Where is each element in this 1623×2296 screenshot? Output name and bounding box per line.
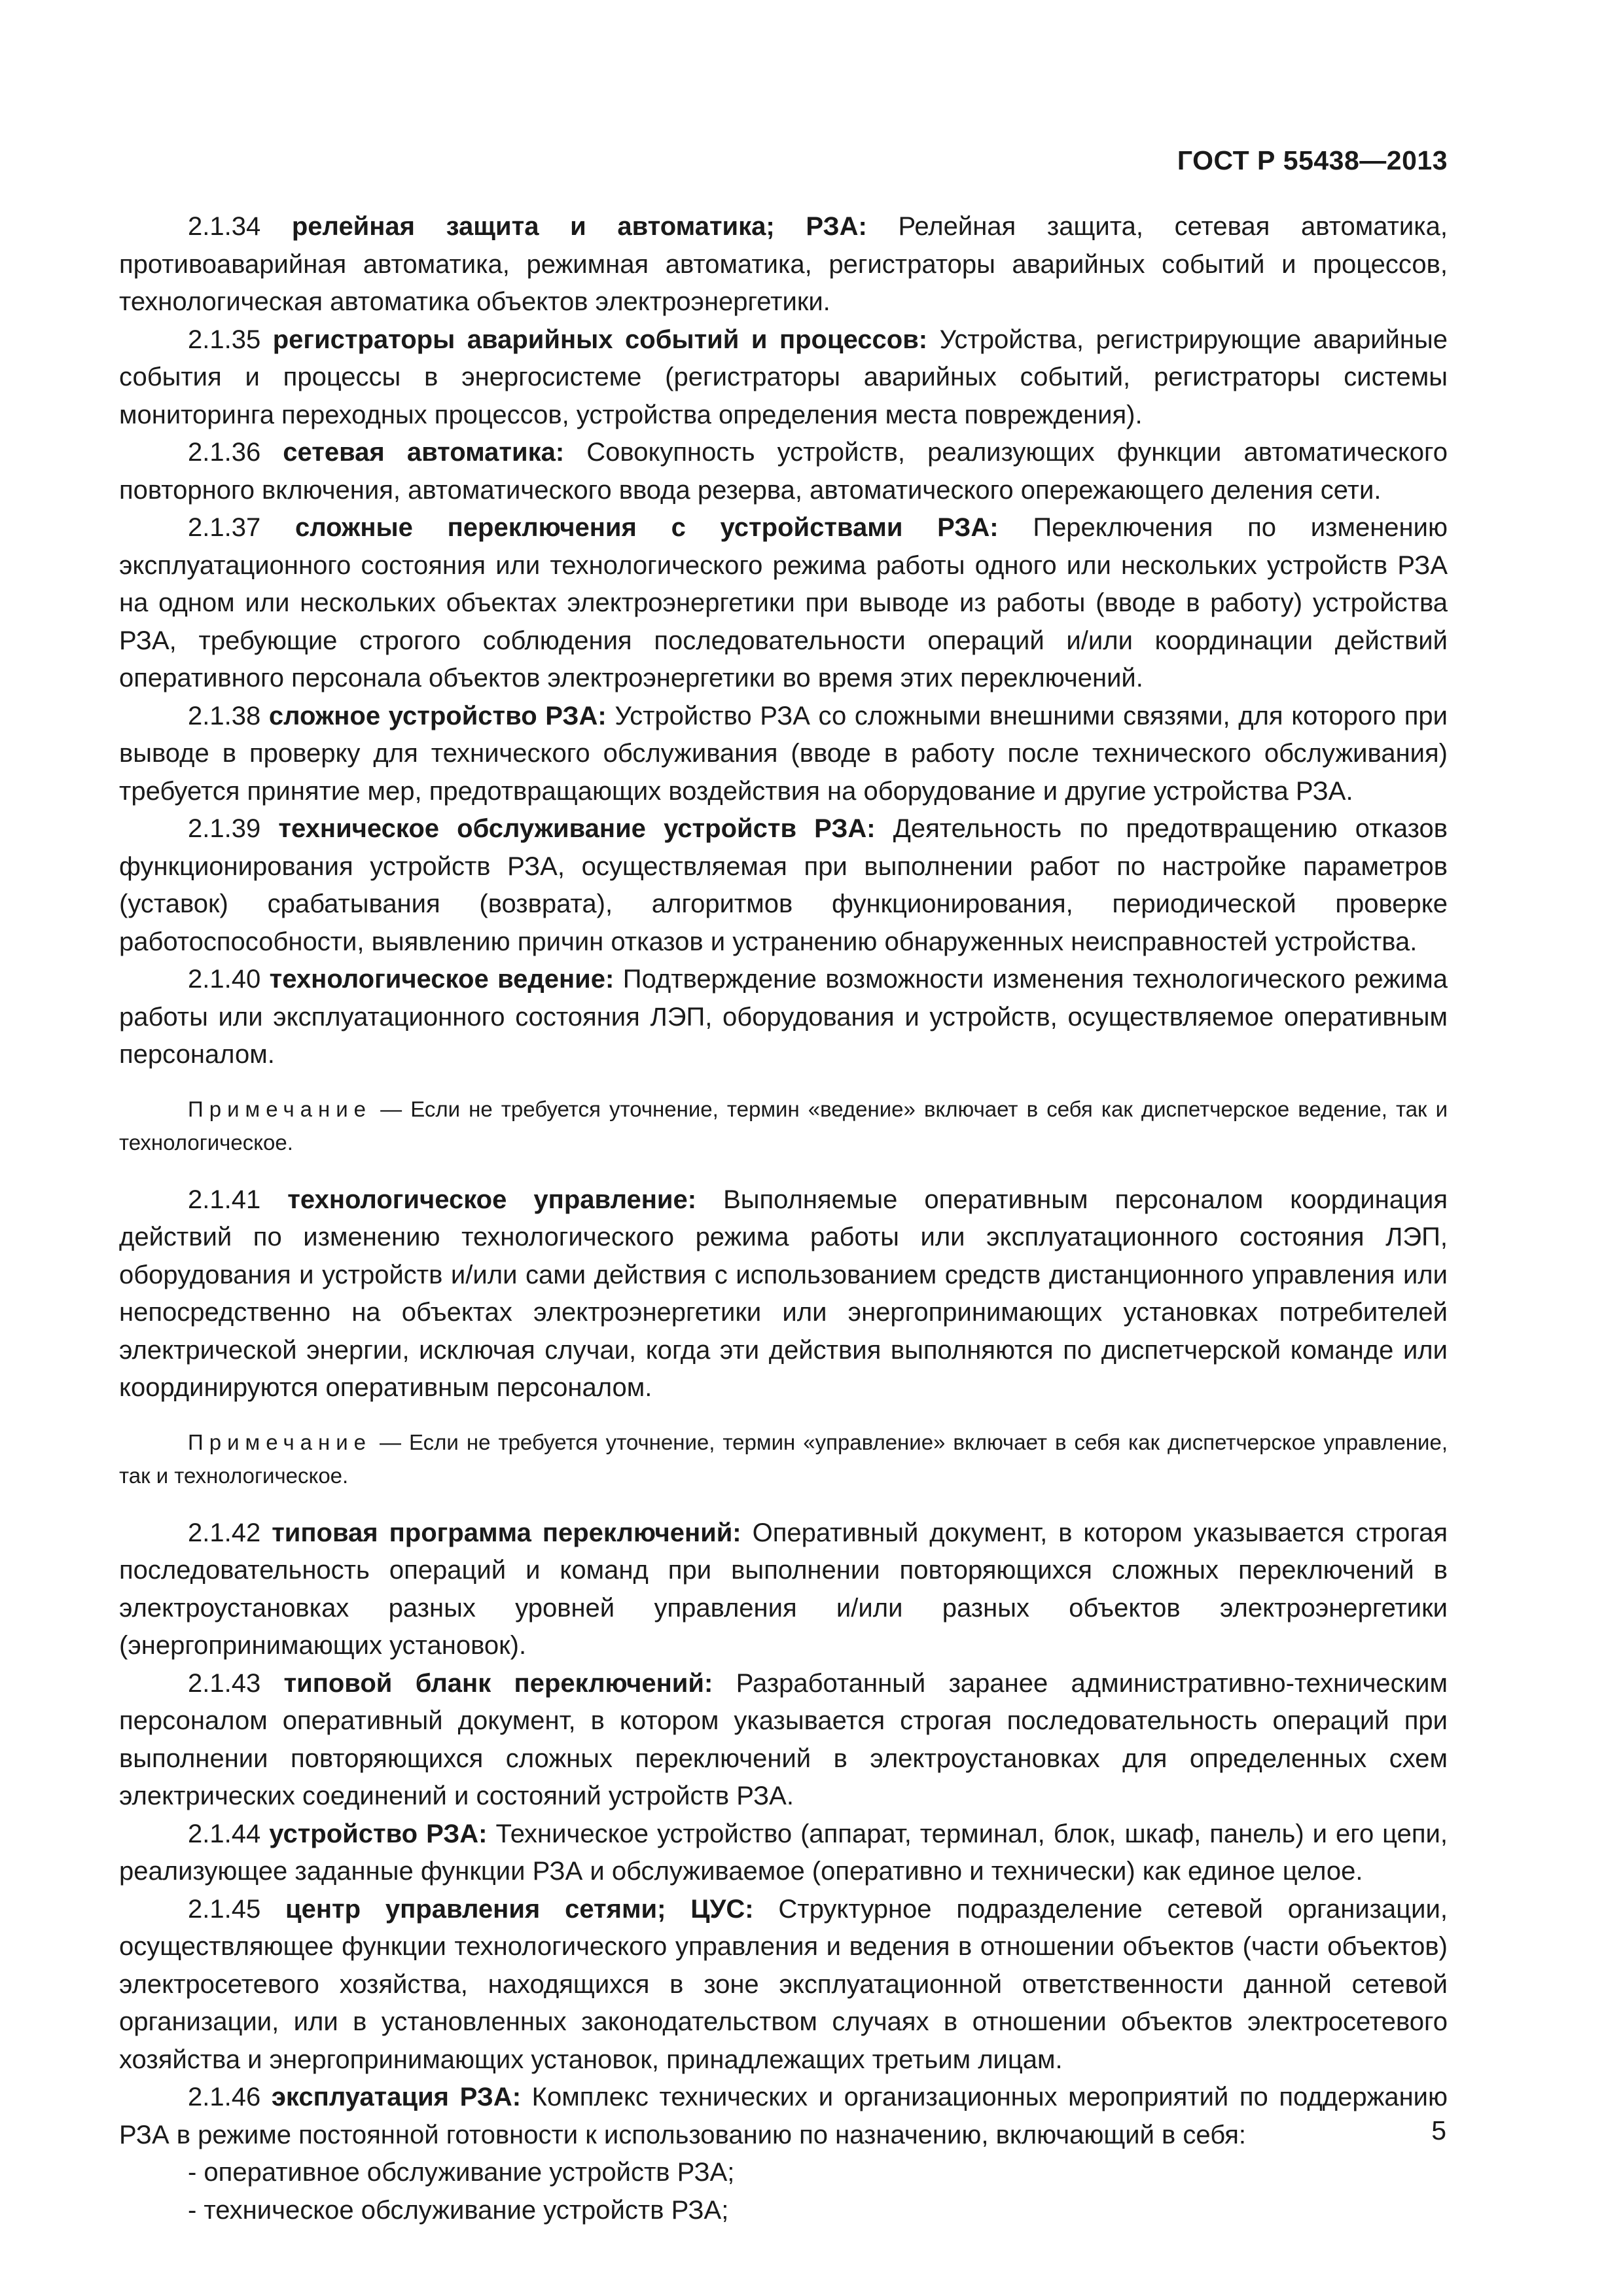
term-number: 2.1.45 <box>188 1894 261 1924</box>
term-definition: Выполняемые оперативным персоналом координация действий по изменению технологического режима работы или эксплуатационного состояния ЛЭП, оборудования и устройств и/или сами действия с использованием средств дистанционного управления или непосредственно на объектах электроэнергетики или энергопринимающих установках потребителей электрической энергии, исключая случаи, когда эти действия выполняются по диспетчерской команде или координируются оперативным персоналом. <box>119 1185 1448 1402</box>
term-name: типовая программа переключений: <box>272 1518 741 1547</box>
term-number: 2.1.36 <box>188 438 261 467</box>
document-header: ГОСТ Р 55438—2013 <box>1177 145 1448 175</box>
term-2-1-36 <box>119 434 1448 509</box>
term-number: 2.1.46 <box>188 2083 261 2111</box>
document-body <box>119 208 1448 2229</box>
term-name: устройство РЗА: <box>269 1819 488 1848</box>
term-2-1-44 <box>119 1816 1448 1891</box>
list-item: - оперативное обслуживание устройств РЗА; <box>188 2158 735 2187</box>
term-definition: Переключения по изменению эксплуатационного состояния или технологического режима работы одного или нескольких устройств РЗА на одном или нескольких объектах электроэнергетики при выводе из работы (вводе в работу) устройства РЗА, требующие строгого соблюдения последовательности операций и/или координации действий оперативного персонала объектов электроэнергетики во время этих переключений. <box>119 513 1448 692</box>
term-name: сложное устройство РЗА: <box>268 701 607 730</box>
term-number: 2.1.34 <box>188 212 261 241</box>
term-definition: Совокупность устройств, реализующих функции автоматического повторного включения, автоматического ввода резерва, автоматического опережающего деления сети. <box>119 438 1448 505</box>
term-number: 2.1.42 <box>188 1518 261 1547</box>
term-definition: Релейная защита, сетевая автоматика, противоаварийная автоматика, режимная автоматика, регистраторы аварийных событий и процессов, технологическая автоматика объектов электроэнергетики. <box>119 212 1448 316</box>
term-name: регистраторы аварийных событий и процессов: <box>272 325 928 354</box>
note-label: Примечание <box>188 1429 372 1454</box>
term-2-1-46 <box>119 2079 1448 2154</box>
note-upravlenie <box>119 1426 1448 1492</box>
term-name: типовой бланк переключений: <box>283 1668 713 1698</box>
term-2-1-35 <box>119 321 1448 435</box>
page-number: 5 <box>1431 2115 1446 2145</box>
term-number: 2.1.40 <box>188 965 261 994</box>
term-definition: Устройства, регистрирующие аварийные события и процессы в энергосистеме (регистраторы аварийных событий, регистраторы системы мониторинга переходных процессов, устройства определения места повреждения). <box>119 325 1448 429</box>
term-name: сложные переключения с устройствами РЗА: <box>294 513 999 542</box>
term-name: технологическое ведение: <box>269 965 615 994</box>
term-number: 2.1.44 <box>188 1819 261 1848</box>
term-number: 2.1.43 <box>188 1668 261 1698</box>
term-definition: Подтверждение возможности изменения технологического режима работы или эксплуатационного состояния ЛЭП, оборудования и устройств, осуществляемое оперативным персоналом. <box>119 965 1448 1069</box>
term-2-1-42 <box>119 1515 1448 1665</box>
term-number: 2.1.35 <box>188 325 261 354</box>
note-text: — Если не требуется уточнение, термин «ведение» включает в себя как диспетчерское ведение, так и технологическое. <box>119 1096 1448 1155</box>
note-label: Примечание <box>188 1096 372 1121</box>
term-number: 2.1.37 <box>188 513 261 542</box>
note-text: — Если не требуется уточнение, термин «управление» включает в себя как диспетчерское управление, так и технологическое. <box>119 1429 1448 1488</box>
term-definition: Оперативный документ, в котором указывается строгая последовательность операций и команд при выполнении повторяющихся сложных переключений в электроустановках разных уровней управления и/или разных объектов электроэнергетики (энергопринимающих установок). <box>119 1518 1448 1660</box>
term-definition: Разработанный заранее административно-техническим персоналом оперативный документ, в котором указывается строгая последовательность операций при выполнении повторяющихся сложных переключений в электроустановках для определенных схем электрических соединений и состояний устройств РЗА. <box>119 1668 1448 1810</box>
term-2-1-38 <box>119 698 1448 811</box>
term-2-1-41 <box>119 1181 1448 1407</box>
term-name: сетевая автоматика: <box>283 438 565 467</box>
term-2-1-45 <box>119 1891 1448 2079</box>
term-name: эксплуатация РЗА: <box>271 2083 522 2111</box>
term-definition: Деятельность по предотвращению отказов функционирования устройств РЗА, осуществляемая при выполнении работ по настройке параметров (уставок) срабатывания (возврата), алгоритмов функционирования, периодической проверке работоспособности, выявлению причин отказов и устранению обнаруженных неисправностей устройства. <box>119 814 1448 956</box>
note-vedenie <box>119 1092 1448 1159</box>
term-number: 2.1.41 <box>188 1185 261 1214</box>
term-number: 2.1.39 <box>188 814 261 843</box>
term-2-1-37 <box>119 509 1448 698</box>
term-name: техническое обслуживание устройств РЗА: <box>278 814 876 843</box>
term-2-1-40 <box>119 961 1448 1074</box>
term-name: технологическое управление: <box>287 1185 697 1214</box>
term-name: центр управления сетями; ЦУС: <box>285 1894 754 1924</box>
term-number: 2.1.38 <box>188 701 261 730</box>
term-name: релейная защита и автоматика; РЗА: <box>291 212 867 241</box>
term-definition: Комплекс технических и организационных мероприятий по поддержанию РЗА в режиме постоянной готовности к использованию по назначению, включающий в себя: <box>119 2083 1448 2149</box>
term-2-1-43 <box>119 1665 1448 1816</box>
list-item: - техническое обслуживание устройств РЗА; <box>188 2195 729 2225</box>
term-2-1-39 <box>119 810 1448 961</box>
term-definition: Структурное подразделение сетевой организации, осуществляющее функции технологического управления и ведения в отношении объектов (части объектов) электросетевого хозяйства, находящихся в зоне эксплуатационной ответственности данной сетевой организации, или в установленных законодательством случаях в отношении объектов электросетевого хозяйства и энергопринимающих установок, принадлежащих третьим лицам. <box>119 1894 1448 2074</box>
term-definition: Устройство РЗА со сложными внешними связями, для которого при выводе в проверку для технического обслуживания (вводе в работу после технического обслуживания) требуется принятие мер, предотвращающих воздействия на оборудование и другие устройства РЗА. <box>119 701 1448 806</box>
term-2-1-34 <box>119 208 1448 321</box>
term-definition: Техническое устройство (аппарат, терминал, блок, шкаф, панель) и его цепи, реализующее заданные функции РЗА и обслуживаемое (оперативно и технически) как единое целое. <box>119 1819 1448 1886</box>
